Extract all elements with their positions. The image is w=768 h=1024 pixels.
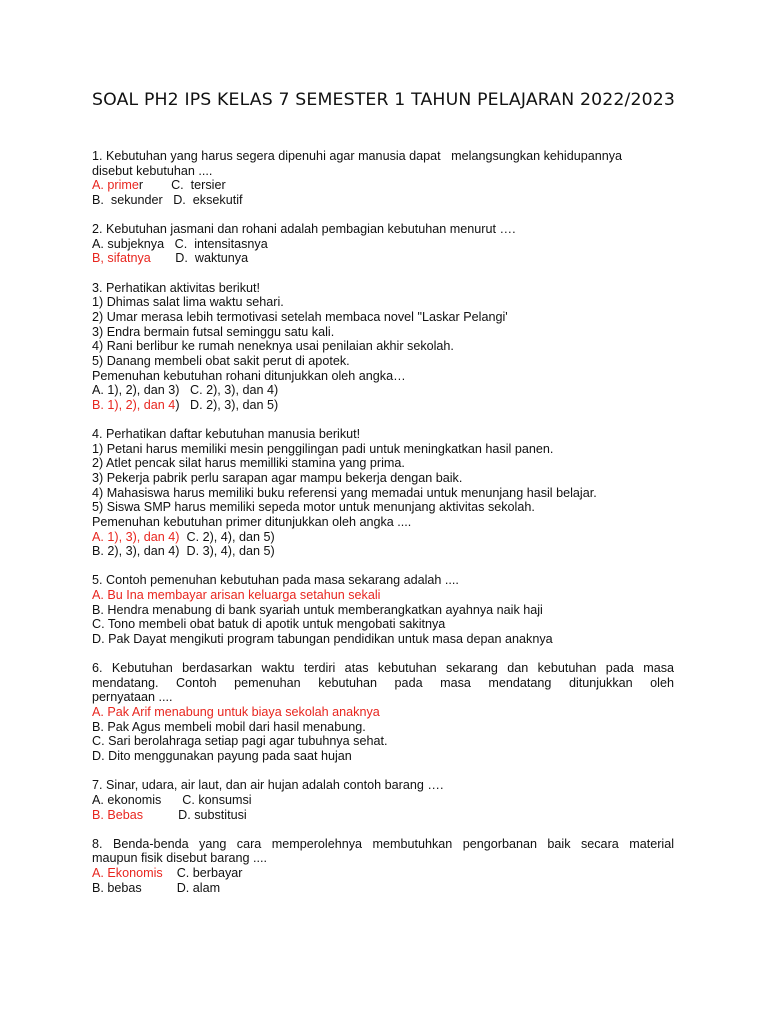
question-7-option-d: D. substitusi [143, 807, 247, 822]
question-1-option-a-tail: r [138, 178, 144, 193]
question-8-options-ac [92, 866, 674, 881]
question-6-answer-option-a: A. Pak Arif menabung untuk biaya sekolah anaknya [92, 705, 380, 720]
question-5-answer-option-a: A. Bu Ina membayar arisan keluarga setahun sekali [92, 588, 381, 603]
question-4-stem: Pemenuhan kebutuhan primer ditunjukkan oleh angka .... [92, 514, 412, 529]
question-1-text-line-2: disebut kebutuhan .... [92, 163, 213, 178]
question-3-item-4: 4) Rani berlibur ke rumah neneknya usai penilaian akhir sekolah. [92, 339, 454, 354]
question-3-option-d: ) D. 2), 3), dan 5) [175, 397, 279, 412]
question-2-options-ac: A. subjeknya C. intensitasnya [92, 236, 268, 251]
question-4-options-ac [92, 530, 674, 545]
question-7-options-bd [92, 808, 674, 823]
question-list [92, 149, 674, 910]
question-8-answer-option-a: A. Ekonomis [92, 866, 163, 881]
question-7-answer-option-b: B. Bebas [92, 807, 144, 822]
question-1-answer-option-a: A. prime [92, 178, 139, 193]
question-8-text-line-2: maupun fisik disebut barang .... [92, 851, 268, 866]
question-2 [92, 222, 674, 266]
question-7-options-ac: A. ekonomis C. konsumsi [92, 792, 252, 807]
question-1-options-bd: B. sekunder D. eksekutif [92, 192, 243, 207]
question-1 [92, 149, 674, 208]
question-6-option-c: C. Sari berolahraga setiap pagi agar tubuhnya sehat. [92, 734, 388, 749]
question-6-option-b: B. Pak Agus membeli mobil dari hasil menabung. [92, 719, 366, 734]
question-1-options-ac [92, 178, 674, 193]
question-2-answer-option-b: B, sifatnya [92, 251, 151, 266]
question-4-item-5: 5) Siswa SMP harus memiliki sepeda motor untuk menunjang aktivitas sekolah. [92, 500, 535, 515]
question-4 [92, 427, 674, 559]
question-4-item-4: 4) Mahasiswa harus memiliki buku referensi yang memadai untuk menunjang hasil belajar. [92, 485, 597, 500]
question-8-option-c: C. berbayar [162, 866, 243, 881]
question-5-option-c: C. Tono membeli obat batuk di apotik untuk mengobati sakitnya [92, 617, 446, 632]
question-5-option-d: D. Pak Dayat mengikuti program tabungan pendidikan untuk masa depan anaknya [92, 631, 553, 646]
question-3-item-5: 5) Danang membeli obat sakit perut di apotek. [92, 353, 350, 368]
question-3-options-bd [92, 398, 674, 413]
question-2-options-bd [92, 251, 674, 266]
question-6-option-d: D. Dito menggunakan payung pada saat hujan [92, 749, 352, 764]
question-7-text: 7. Sinar, udara, air laut, dan air hujan adalah contoh barang …. [92, 778, 444, 793]
question-1-text-line-1: 1. Kebutuhan yang harus segera dipenuhi agar manusia dapat melangsungkan kehidupannya [92, 149, 623, 163]
question-5-text: 5. Contoh pemenuhan kebutuhan pada masa sekarang adalah .... [92, 573, 459, 588]
question-3-options-ac: A. 1), 2), dan 3) C. 2), 3), dan 4) [92, 383, 279, 398]
question-6-text-line-1: 6. Kebutuhan berdasarkan waktu terdiri atas kebutuhan sekarang dan kebutuhan pada masa [92, 661, 674, 676]
question-3-item-3: 3) Endra bermain futsal seminggu satu kali. [92, 324, 335, 339]
question-4-option-c: C. 2), 4), dan 5) [179, 529, 275, 544]
question-6 [92, 661, 674, 763]
question-3 [92, 281, 674, 413]
question-8 [92, 837, 674, 896]
question-3-text: 3. Perhatikan aktivitas berikut! [92, 280, 260, 295]
question-7 [92, 778, 674, 822]
question-4-options-bd: B. 2), 3), dan 4) D. 3), 4), dan 5) [92, 544, 275, 559]
question-6-text-line-2: mendatang. Contoh pemenuhan kebutuhan pada masa mendatang ditunjukkan oleh [92, 675, 674, 690]
question-5 [92, 573, 674, 646]
question-8-options-bd: B. bebas D. alam [92, 880, 221, 895]
question-4-text: 4. Perhatikan daftar kebutuhan manusia berikut! [92, 427, 361, 442]
question-2-option-d: D. waktunya [150, 251, 249, 266]
question-1-option-c: C. tersier [143, 178, 226, 193]
question-2-text: 2. Kebutuhan jasmani dan rohani adalah pembagian kebutuhan menurut …. [92, 222, 516, 237]
question-3-item-2: 2) Umar merasa lebih termotivasi setelah membaca novel "Laskar Pelangi' [92, 309, 508, 324]
document-title: SOAL PH2 IPS KELAS 7 SEMESTER 1 TAHUN PELAJARAN 2022/2023 [92, 90, 676, 110]
question-4-item-1: 1) Petani harus memiliki mesin penggilingan padi untuk meningkatkan hasil panen. [92, 441, 554, 456]
question-4-item-2: 2) Atlet pencak silat harus memilliki stamina yang prima. [92, 456, 405, 471]
question-3-stem: Pemenuhan kebutuhan rohani ditunjukkan oleh angka… [92, 368, 406, 383]
question-3-answer-option-b: B. 1), 2), dan 4 [92, 397, 176, 412]
question-4-answer-option-a: A. 1), 3), dan 4) [92, 529, 180, 544]
question-6-text-line-3: pernyataan .... [92, 690, 173, 705]
question-4-item-3: 3) Pekerja pabrik perlu sarapan agar mampu bekerja dengan baik. [92, 470, 463, 485]
question-8-text-line-1: 8. Benda-benda yang cara memperolehnya membutuhkan pengorbanan baik secara material [92, 836, 674, 851]
question-3-item-1: 1) Dhimas salat lima waktu sehari. [92, 295, 284, 310]
question-5-option-b: B. Hendra menabung di bank syariah untuk memberangkatkan ayahnya naik haji [92, 602, 543, 617]
